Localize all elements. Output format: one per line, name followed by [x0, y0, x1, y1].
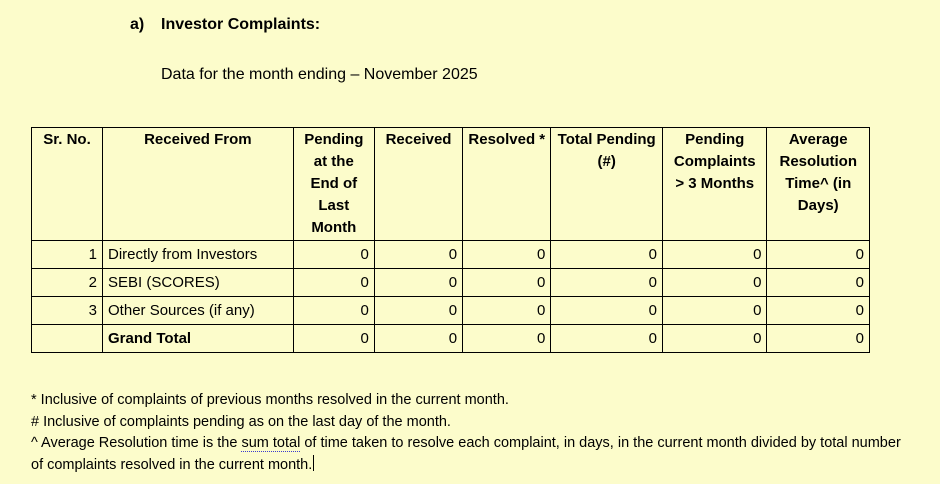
table-row	[32, 241, 870, 269]
section-title: Investor Complaints:	[161, 16, 321, 33]
section-marker: a)	[130, 16, 145, 33]
header-average-time: Average Resolution Time^ (in Days)	[767, 128, 870, 241]
table-header-row	[32, 128, 870, 241]
cell-pending-start: 0	[293, 269, 374, 297]
cell-received: 0	[374, 241, 462, 269]
total-average-time: 0	[767, 325, 870, 353]
cell-pending-3-months: 0	[662, 297, 766, 325]
header-received-from: Received From	[103, 128, 294, 241]
table-row	[32, 297, 870, 325]
cell-resolved: 0	[463, 241, 551, 269]
header-total-pending: Total Pending (#)	[551, 128, 663, 241]
footnote-caret	[31, 433, 911, 476]
footnote-caret-post: of time taken to resolve each complaint, in days, in the current month divided by total number of complaints resolved in the current month.	[31, 435, 901, 473]
cell-received: 0	[374, 269, 462, 297]
cell-pending-3-months: 0	[662, 269, 766, 297]
cell-total-pending: 0	[551, 241, 663, 269]
cell-average-time: 0	[767, 241, 870, 269]
header-resolved: Resolved *	[463, 128, 551, 241]
cell-resolved: 0	[463, 269, 551, 297]
total-resolved: 0	[463, 325, 551, 353]
footnotes	[31, 390, 911, 476]
cell-source: Directly from Investors	[103, 241, 294, 269]
cell-resolved: 0	[463, 297, 551, 325]
cell-pending-start: 0	[293, 297, 374, 325]
grand-total-row	[32, 325, 870, 353]
header-pending-start: Pending at the End of Last Month	[293, 128, 374, 241]
section-subtitle: Data for the month ending – November 2025	[161, 66, 478, 83]
total-total-pending: 0	[551, 325, 663, 353]
cell-sr-no: 2	[32, 269, 103, 297]
header-received: Received	[374, 128, 462, 241]
text-cursor	[313, 455, 314, 471]
total-received: 0	[374, 325, 462, 353]
cell-pending-3-months: 0	[662, 241, 766, 269]
section-heading	[130, 16, 320, 34]
header-pending-3-months: Pending Complaints > 3 Months	[662, 128, 766, 241]
cell-sr-no: 1	[32, 241, 103, 269]
cell-sr-no: 3	[32, 297, 103, 325]
footnote-caret-pre: ^ Average Resolution time is the	[31, 435, 242, 451]
cell-pending-start: 0	[293, 241, 374, 269]
cell-sr-no-empty	[32, 325, 103, 353]
total-pending-start: 0	[293, 325, 374, 353]
table-row	[32, 269, 870, 297]
grand-total-label: Grand Total	[103, 325, 294, 353]
cell-source: SEBI (SCORES)	[103, 269, 294, 297]
cell-total-pending: 0	[551, 269, 663, 297]
cell-total-pending: 0	[551, 297, 663, 325]
total-pending-3-months: 0	[662, 325, 766, 353]
complaints-table	[31, 127, 870, 353]
cell-received: 0	[374, 297, 462, 325]
cell-average-time: 0	[767, 297, 870, 325]
cell-source: Other Sources (if any)	[103, 297, 294, 325]
header-sr-no: Sr. No.	[32, 128, 103, 241]
spellcheck-underline-text[interactable]: sum total	[241, 435, 301, 451]
footnote-hash: # Inclusive of complaints pending as on the last day of the month.	[31, 413, 451, 430]
cell-average-time: 0	[767, 269, 870, 297]
footnote-star: * Inclusive of complaints of previous months resolved in the current month.	[31, 392, 509, 408]
